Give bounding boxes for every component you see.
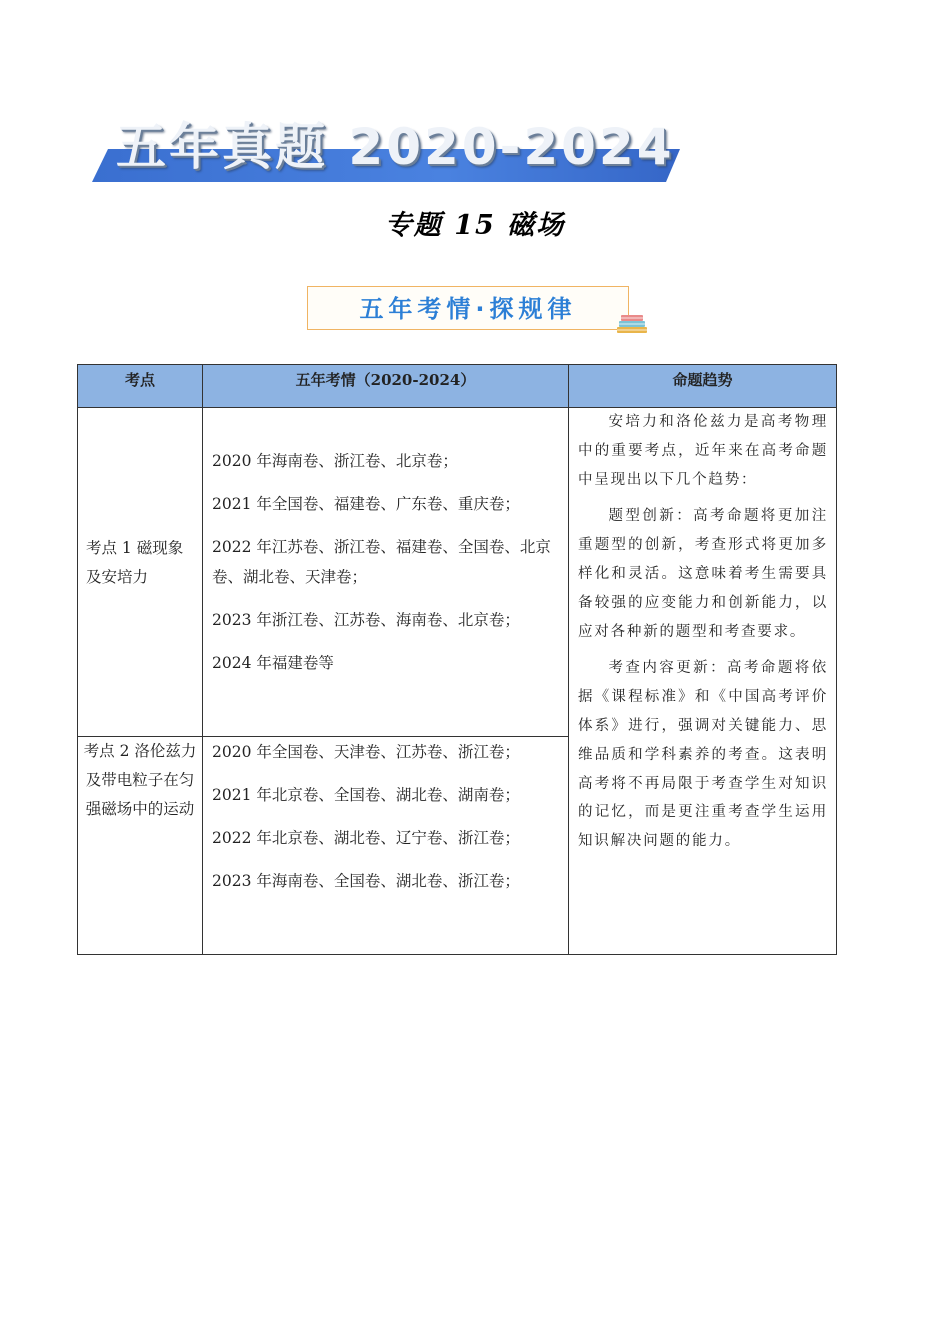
header-trend: 命题趋势 [569,365,837,408]
table-row [78,408,837,737]
header-banner [92,116,682,184]
section-badge [307,286,629,330]
year-entry: 2021 年北京卷、全国卷、湖北卷、湖南卷； [212,786,520,804]
point-cell: 考点 2 洛伦兹力及带电粒子在匀强磁场中的运动 [78,737,203,955]
banner-title: 五年真题 2020-2024 [116,118,675,176]
point-cell: 考点 1 磁现象及安培力 [78,408,203,737]
year-entry: 2022 年北京卷、湖北卷、辽宁卷、浙江卷； [212,829,520,847]
table-header-row [78,365,837,408]
year-entry: 2022 年江苏卷、浙江卷、福建卷、全国卷、北京卷、湖北卷、天津卷； [212,538,551,586]
section-badge-label: 五年考情·探规律 [359,295,577,323]
years-cell [203,408,569,737]
year-entry: 2023 年浙江卷、江苏卷、海南卷、北京卷； [212,611,520,629]
year-entry: 2023 年海南卷、全国卷、湖北卷、浙江卷； [212,872,520,890]
year-entry: 2020 年海南卷、浙江卷、北京卷； [212,452,458,470]
exam-analysis-table [77,364,837,955]
trend-cell [569,408,837,955]
trend-paragraph: 题型创新：高考命题将更加注重题型的创新，考查形式将更加多样化和灵活。这意味着考生需要具备较强的应变能力和创新能力，以应对各种新的题型和考查要求。 [578,508,828,640]
years-cell [203,737,569,955]
trend-paragraph: 考查内容更新：高考命题将依据《课程标准》和《中国高考评价体系》进行，强调对关键能力、思维品质和学科素养的考查。这表明高考将不再局限于考查学生对知识的记忆，而是更注重考查学生运用知识解决问题的能力。 [578,660,828,850]
year-entry: 2024 年福建卷等 [212,654,334,672]
year-entry: 2021 年全国卷、福建卷、广东卷、重庆卷； [212,495,520,513]
books-icon [614,312,650,336]
trend-paragraph: 安培力和洛伦兹力是高考物理中的重要考点，近年来在高考命题中呈现出以下几个趋势： [578,414,828,488]
year-entry: 2020 年全国卷、天津卷、江苏卷、浙江卷； [212,743,520,761]
header-years: 五年考情（2020-2024） [203,365,569,408]
topic-title: 专题 15 磁场 [384,210,566,241]
header-point: 考点 [78,365,203,408]
